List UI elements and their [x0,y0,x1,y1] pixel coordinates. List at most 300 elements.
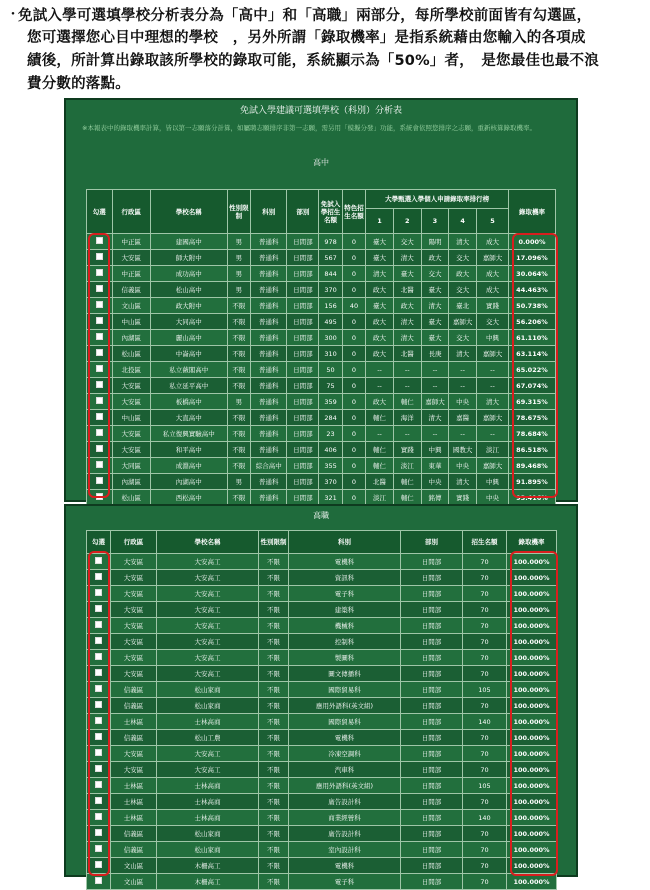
check-cell [87,810,111,826]
division-cell: 日間部 [401,730,463,746]
col-header-check: 勾選 [87,531,111,554]
district-cell: 大同區 [112,458,150,474]
dept-cell: 機械科 [289,618,401,634]
panel-title: 免試入學建議可選填學校（科別）分析表 [239,106,402,116]
district-cell: 文山區 [111,858,157,874]
gender-cell: 不限 [259,602,289,618]
select-checkbox[interactable] [96,365,103,372]
rank-cell: -- [449,378,477,394]
quota-cell: 105 [463,682,507,698]
school-name-cell: 板橋高中 [150,394,227,410]
district-cell: 士林區 [111,714,157,730]
division-cell: 日間部 [401,842,463,858]
dept-cell: 普通科 [251,282,287,298]
quota-cell: 359 [319,394,342,410]
rank-cell: -- [366,426,394,442]
select-checkbox[interactable] [96,381,103,388]
dept-cell: 製圖科 [289,650,401,666]
division-cell: 日間部 [287,298,319,314]
school-name-cell: 大安高工 [157,650,259,666]
rank-cell: 輔仁 [393,490,421,506]
dept-cell: 應用外語科(英文組) [289,698,401,714]
school-name-cell: 和平高中 [150,442,227,458]
division-cell: 日間部 [287,474,319,490]
col-header-rank: 3 [421,209,449,234]
gender-cell: 男 [227,234,250,250]
rank-cell: 嘉師大 [477,458,509,474]
dept-cell: 普通科 [251,394,287,410]
select-checkbox[interactable] [95,701,102,708]
gender-cell: 不限 [259,618,289,634]
select-checkbox[interactable] [95,557,102,564]
school-name-cell: 士林高商 [157,778,259,794]
gender-cell: 不限 [227,378,250,394]
admission-rate-cell: 100.000% [507,666,557,682]
senior-high-table [86,189,556,506]
quota-cell: 70 [463,730,507,746]
school-name-cell: 中崙高中 [150,346,227,362]
select-checkbox[interactable] [95,749,102,756]
district-cell: 中正區 [112,234,150,250]
intro-line: 您可選擇您心目中理想的學校 ，另外所謂「錄取機率」是指系統藉由您輸入的各項成 [27,30,586,46]
district-cell: 中正區 [112,266,150,282]
quota-cell: 23 [319,426,342,442]
select-checkbox[interactable] [96,445,103,452]
select-checkbox[interactable] [95,861,102,868]
col-header-quota: 招生名額 [463,531,507,554]
dept-cell: 普通科 [251,474,287,490]
quota-cell: 70 [463,874,507,890]
quota-cell: 70 [463,842,507,858]
district-cell: 士林區 [111,778,157,794]
select-checkbox[interactable] [95,653,102,660]
table-row [87,602,557,618]
rank-cell: 政大 [366,346,394,362]
division-cell: 日間部 [401,570,463,586]
rank-cell: 政大 [366,282,394,298]
district-cell: 大安區 [112,394,150,410]
table-row [87,378,556,394]
district-cell: 內湖區 [112,474,150,490]
gender-cell: 不限 [259,698,289,714]
select-checkbox[interactable] [96,317,103,324]
rank-cell: 成大 [477,234,509,250]
gender-cell: 不限 [259,682,289,698]
dept-cell: 普通科 [251,442,287,458]
rank-cell: 陽明 [421,234,449,250]
col-header-division: 部別 [401,531,463,554]
division-cell: 日間部 [287,314,319,330]
quota-cell: 70 [463,826,507,842]
school-name-cell: 麗山高中 [150,330,227,346]
check-cell [87,442,113,458]
district-cell: 內湖區 [112,330,150,346]
check-cell [87,618,111,634]
select-checkbox[interactable] [95,813,102,820]
dept-cell: 電子科 [289,874,401,890]
admission-rate-cell: 89.468% [508,458,555,474]
school-name-cell: 士林高商 [157,810,259,826]
special-quota-cell: 0 [342,474,365,490]
special-quota-cell: 0 [342,426,365,442]
quota-cell: 70 [463,602,507,618]
rank-cell: 海洋 [393,410,421,426]
dept-cell: 普通科 [251,426,287,442]
school-name-cell: 私立延平高中 [150,378,227,394]
rank-cell: -- [393,362,421,378]
school-name-cell: 松山家商 [157,826,259,842]
quota-cell: 370 [319,282,342,298]
rank-cell: 嘉師大 [449,314,477,330]
rank-cell: 中央 [421,474,449,490]
rank-cell: 北醫 [366,474,394,490]
admission-rate-cell: 100.000% [507,698,557,714]
district-cell: 信義區 [112,282,150,298]
check-cell [87,602,111,618]
table-row [87,266,556,282]
gender-cell: 不限 [259,650,289,666]
quota-cell: 50 [319,362,342,378]
check-cell [87,842,111,858]
rank-cell: 交大 [477,314,509,330]
school-name-cell: 大安高工 [157,746,259,762]
school-name-cell: 內湖高中 [150,474,227,490]
quota-cell: 321 [319,490,342,506]
check-cell [87,682,111,698]
admission-rate-cell: 30.064% [508,266,555,282]
table-row [87,618,557,634]
select-checkbox[interactable] [96,285,103,292]
table-row [87,234,556,250]
district-cell: 信義區 [111,682,157,698]
rank-cell: -- [366,362,394,378]
rank-cell: 清大 [421,410,449,426]
col-header-dept: 科別 [251,190,287,234]
select-checkbox[interactable] [96,237,103,244]
check-cell [87,410,113,426]
check-cell [87,298,113,314]
special-quota-cell: 0 [342,346,365,362]
check-cell [87,554,111,570]
rank-cell: 成大 [477,266,509,282]
school-name-cell: 大安高工 [157,586,259,602]
quota-cell: 406 [319,442,342,458]
rank-cell: 成大 [477,282,509,298]
special-quota-cell: 0 [342,362,365,378]
gender-cell: 不限 [259,714,289,730]
rank-cell: 中央 [449,394,477,410]
school-name-cell: 成功高中 [150,266,227,282]
special-quota-cell: 0 [342,314,365,330]
admission-rate-cell: 100.000% [507,682,557,698]
vocational-table [86,530,557,890]
table-row [87,554,557,570]
quota-cell: 70 [463,586,507,602]
division-cell: 日間部 [401,602,463,618]
rank-cell: 實踐 [449,490,477,506]
select-checkbox[interactable] [95,621,102,628]
table-row [87,826,557,842]
dept-cell: 普通科 [251,314,287,330]
district-cell: 信義區 [111,698,157,714]
admission-rate-cell: 65.022% [508,362,555,378]
rank-cell: 中央 [477,490,509,506]
check-cell [87,234,113,250]
district-cell: 信義區 [111,730,157,746]
district-cell: 文山區 [111,874,157,890]
select-checkbox[interactable] [95,845,102,852]
admission-rate-cell: 100.000% [507,746,557,762]
gender-cell: 不限 [227,346,250,362]
gender-cell: 不限 [259,570,289,586]
table-row [87,586,557,602]
rank-cell: 淡江 [477,442,509,458]
table-row [87,474,556,490]
school-name-cell: 大安高工 [157,666,259,682]
table-row [87,778,557,794]
district-cell: 北投區 [112,362,150,378]
gender-cell: 不限 [227,426,250,442]
admission-rate-cell: 67.074% [508,378,555,394]
table-row [87,394,556,410]
division-cell: 日間部 [401,698,463,714]
select-checkbox[interactable] [95,765,102,772]
rank-cell: 輔仁 [393,394,421,410]
dept-cell: 圖文傳播科 [289,666,401,682]
select-checkbox[interactable] [96,301,103,308]
special-quota-cell: 0 [342,250,365,266]
select-checkbox[interactable] [95,637,102,644]
division-cell: 日間部 [401,746,463,762]
rank-cell: 政大 [421,250,449,266]
admission-rate-cell: 100.000% [507,554,557,570]
district-cell: 信義區 [111,826,157,842]
dept-cell: 國際貿易科 [289,682,401,698]
admission-rate-cell: 50.738% [508,298,555,314]
rank-cell: 清大 [393,314,421,330]
quota-cell: 300 [319,330,342,346]
rank-cell: 政大 [366,330,394,346]
special-quota-cell: 0 [342,442,365,458]
gender-cell: 不限 [227,362,250,378]
rank-cell: 清大 [393,250,421,266]
quota-cell: 495 [319,314,342,330]
rank-cell: 中興 [477,330,509,346]
gender-cell: 不限 [227,330,250,346]
check-cell [87,746,111,762]
quota-cell: 978 [319,234,342,250]
select-checkbox[interactable] [96,253,103,260]
dept-cell: 綜合高中 [251,458,287,474]
select-checkbox[interactable] [95,877,102,884]
col-header-district: 行政區 [112,190,150,234]
select-checkbox[interactable] [95,573,102,580]
rank-cell: 淡江 [366,490,394,506]
division-cell: 日間部 [401,554,463,570]
check-cell [87,394,113,410]
table-row [87,858,557,874]
district-cell: 中山區 [112,314,150,330]
school-name-cell: 成淵高中 [150,458,227,474]
quota-cell: 140 [463,810,507,826]
table-row [87,810,557,826]
col-header-rank: 1 [366,209,394,234]
rank-cell: 臺大 [421,282,449,298]
rank-cell: -- [393,378,421,394]
admission-rate-cell: 100.000% [507,586,557,602]
col-header-school: 學校名稱 [157,531,259,554]
table-row [87,426,556,442]
district-cell: 大安區 [111,586,157,602]
select-checkbox[interactable] [95,717,102,724]
select-checkbox[interactable] [95,797,102,804]
quota-cell: 70 [463,794,507,810]
select-checkbox[interactable] [95,669,102,676]
intro-line: 費分數的落點。 [27,76,130,92]
district-cell: 大安區 [111,618,157,634]
admission-rate-cell: 93.416% [508,490,555,506]
gender-cell: 不限 [259,746,289,762]
school-name-cell: 大安高工 [157,570,259,586]
division-cell: 日間部 [401,858,463,874]
rank-cell: -- [477,362,509,378]
check-cell [87,794,111,810]
quota-cell: 156 [319,298,342,314]
rank-cell: 中興 [477,474,509,490]
select-checkbox[interactable] [96,333,103,340]
district-cell: 信義區 [111,842,157,858]
quota-cell: 567 [319,250,342,266]
select-checkbox[interactable] [95,733,102,740]
check-cell [87,762,111,778]
gender-cell: 不限 [227,314,250,330]
dept-cell: 普通科 [251,250,287,266]
check-cell [87,586,111,602]
col-header-rank: 4 [449,209,477,234]
dept-cell: 電子科 [289,586,401,602]
check-cell [87,730,111,746]
admission-rate-cell: 91.895% [508,474,555,490]
special-quota-cell: 0 [342,394,365,410]
school-name-cell: 木柵高工 [157,874,259,890]
select-checkbox[interactable] [96,269,103,276]
select-checkbox[interactable] [95,781,102,788]
quota-cell: 70 [463,650,507,666]
select-checkbox[interactable] [96,461,103,468]
rank-cell: 銘傳 [421,490,449,506]
rank-cell: 清大 [477,394,509,410]
rank-cell: 交大 [449,250,477,266]
table-row [87,282,556,298]
division-cell: 日間部 [287,266,319,282]
rank-cell: 清大 [449,346,477,362]
table-row [87,362,556,378]
section-title: 高中 [313,158,329,167]
admission-rate-cell: 78.684% [508,426,555,442]
gender-cell: 不限 [259,826,289,842]
admission-rate-cell: 100.000% [507,618,557,634]
admission-rate-cell: 100.000% [507,762,557,778]
division-cell: 日間部 [287,458,319,474]
dept-cell: 普通科 [251,410,287,426]
check-cell [87,714,111,730]
select-checkbox[interactable] [96,429,103,436]
school-name-cell: 木柵高工 [157,858,259,874]
division-cell: 日間部 [401,810,463,826]
rank-cell: 臺大 [421,330,449,346]
col-header-rank-group: 大學甄選入學個人申請錄取率排行榜 [366,190,509,209]
division-cell: 日間部 [401,682,463,698]
gender-cell: 不限 [259,554,289,570]
school-name-cell: 士林高商 [157,714,259,730]
gender-cell: 不限 [227,410,250,426]
select-checkbox[interactable] [96,493,103,500]
special-quota-cell: 0 [342,410,365,426]
panel-note: ※本報表中的錄取機率計算，皆以第一志願落分計算，如屬聘志願排序非第一志願，需另用「模擬分發」功能，系統會依照您排序之志願，重新核算錄取機率。 [82,124,536,132]
division-cell: 日間部 [401,778,463,794]
select-checkbox[interactable] [96,349,103,356]
division-cell: 日間部 [401,794,463,810]
select-checkbox[interactable] [96,477,103,484]
school-name-cell: 松山家商 [157,682,259,698]
select-checkbox[interactable] [95,605,102,612]
select-checkbox[interactable] [95,829,102,836]
table-row [87,698,557,714]
quota-cell: 70 [463,762,507,778]
dept-cell: 普通科 [251,378,287,394]
district-cell: 大安區 [112,442,150,458]
district-cell: 大安區 [111,554,157,570]
dept-cell: 商業經營科 [289,810,401,826]
col-header-rank: 5 [477,209,509,234]
col-header-gender: 性別限制 [259,531,289,554]
admission-rate-cell: 100.000% [507,778,557,794]
special-quota-cell: 0 [342,330,365,346]
district-cell: 大安區 [111,762,157,778]
quota-cell: 140 [463,714,507,730]
select-checkbox[interactable] [95,685,102,692]
admission-rate-cell: 100.000% [507,826,557,842]
select-checkbox[interactable] [95,589,102,596]
district-cell: 大安區 [111,570,157,586]
check-cell [87,250,113,266]
select-checkbox[interactable] [96,397,103,404]
dept-cell: 普通科 [251,330,287,346]
quota-cell: 70 [463,698,507,714]
school-name-cell: 松山工農 [157,730,259,746]
rank-cell: 政大 [449,266,477,282]
rank-cell: 臺大 [366,298,394,314]
division-cell: 日間部 [401,874,463,890]
school-name-cell: 士林高商 [157,794,259,810]
dept-cell: 普通科 [251,362,287,378]
district-cell: 士林區 [111,810,157,826]
col-header-check: 勾選 [87,190,113,234]
gender-cell: 男 [227,394,250,410]
rank-cell: 實踐 [393,442,421,458]
select-checkbox[interactable] [96,413,103,420]
admission-rate-cell: 100.000% [507,810,557,826]
table-row [87,794,557,810]
rank-cell: 臺大 [366,250,394,266]
division-cell: 日間部 [287,442,319,458]
rank-cell: 清大 [393,330,421,346]
school-name-cell: 大同高中 [150,314,227,330]
quota-cell: 70 [463,666,507,682]
division-cell: 日間部 [401,826,463,842]
rank-cell: -- [449,362,477,378]
dept-cell: 電機科 [289,858,401,874]
